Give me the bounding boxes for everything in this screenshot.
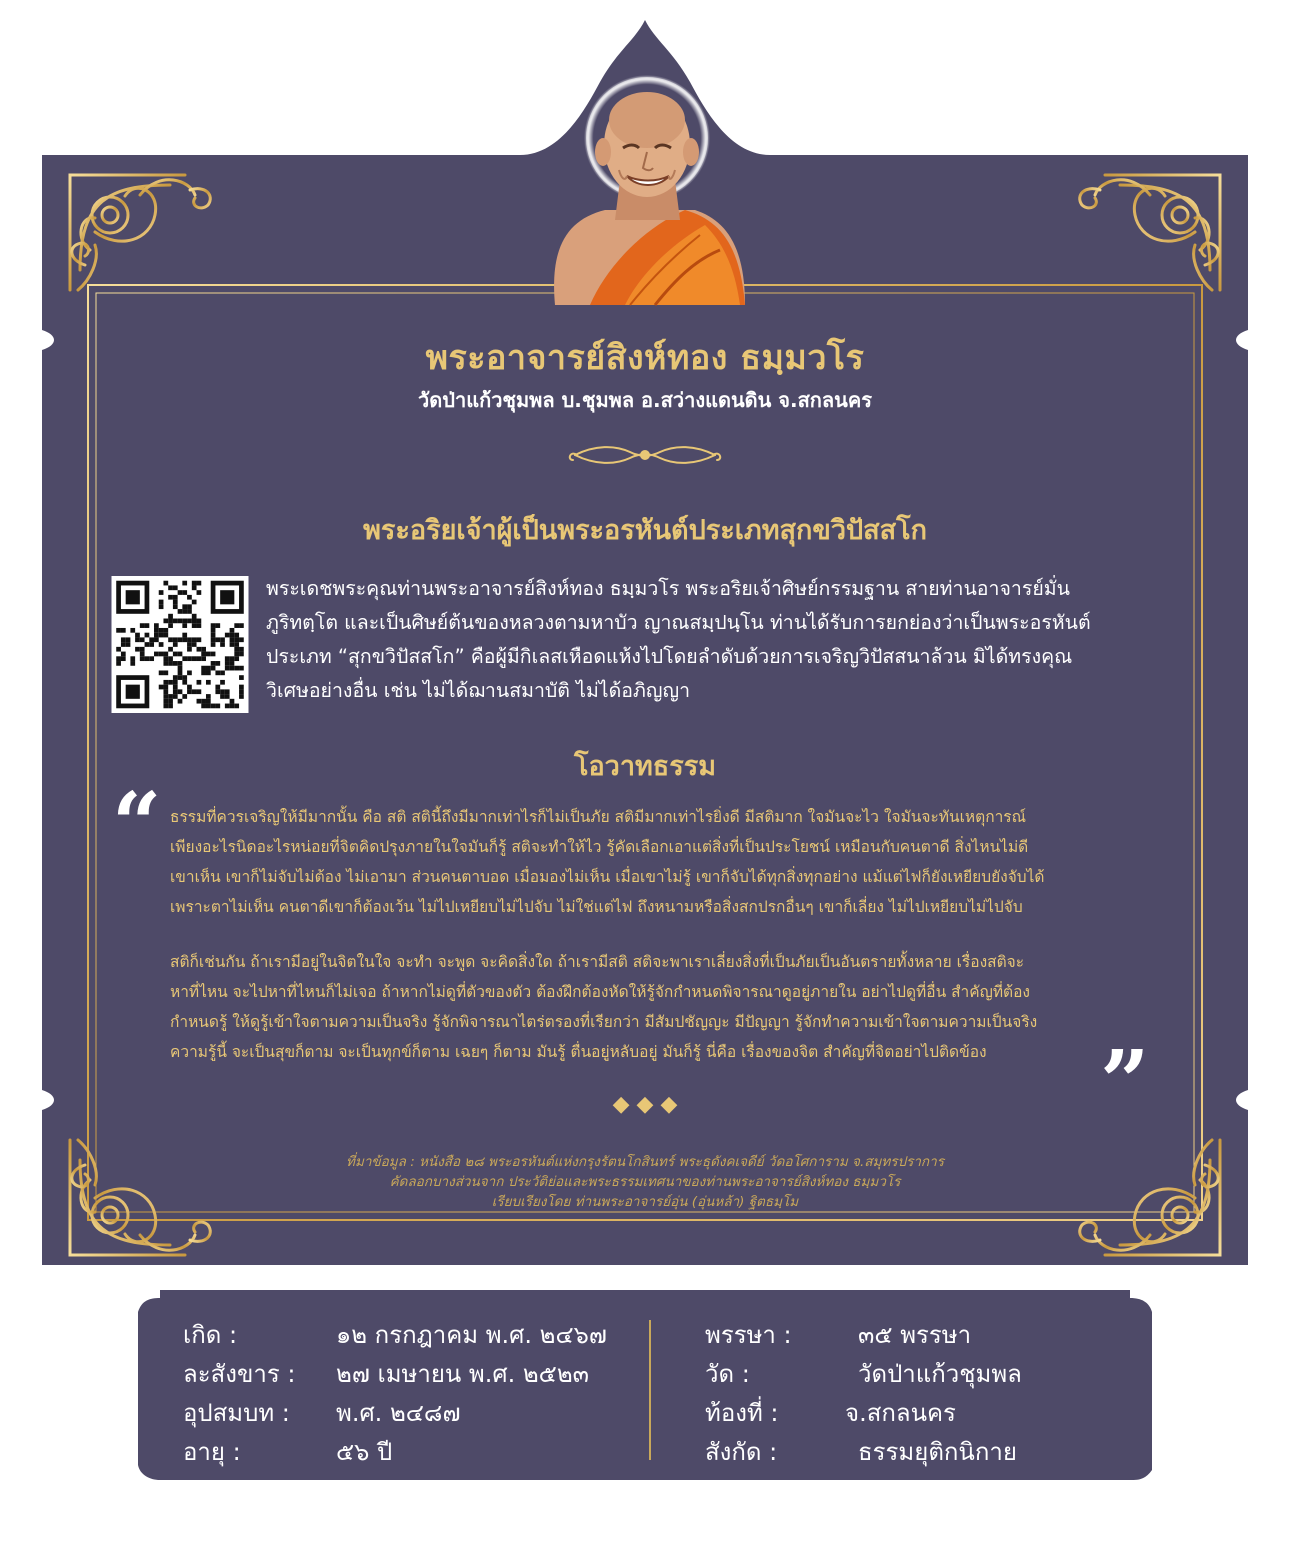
section-title-teaching: โอวาทธรรม xyxy=(573,751,717,782)
open-quote-mark-icon: “ xyxy=(112,774,162,875)
info-value: พ.ศ. ๒๔๘๗ xyxy=(336,1399,461,1427)
info-row-ordination xyxy=(183,1394,623,1433)
teaching-line: หาที่ไหน จะไปหาที่ไหนก็ไม่เจอ ถ้าหากไม่ดูที่ตัวของตัว ต้องฝึกต้องหัดให้รู้จักกำหนดพิจารณาดูอยู่ภายใน อย่าไปดูที่อื่น สำคัญที่ต้อง xyxy=(170,983,1030,1001)
teaching-line: ธรรมที่ควรเจริญให้มีมากนั้น คือ สติ สตินี้ถึงมีมากเท่าไรก็ไม่เป็นภัย สติมีมากเท่าไรยิ่งดี มีสติมาก ใจมันจะไว ใจมันจะทันเหตุการณ์ xyxy=(170,808,1026,826)
temple-location: วัดป่าแก้วชุมพล บ.ชุมพล อ.สว่างแดนดิน จ.สกลนคร xyxy=(418,388,872,412)
section-title-arahant: พระอริยเจ้าผู้เป็นพระอรหันต์ประเภทสุกขวิปัสสโก xyxy=(363,515,927,546)
info-label: พรรษา : xyxy=(705,1321,792,1349)
close-quote-mark-icon: ” xyxy=(1100,1032,1150,1133)
info-value: จ.สกลนคร xyxy=(845,1399,956,1427)
bio-line: ประเภท “สุกขวิปัสสโก” คือผู้มีกิเลสเหือดแห้งไปโดยลำดับด้วยการเจริญวิปัสสนาล้วน มิได้ทรงคุณ xyxy=(266,645,1073,668)
info-value: วัดป่าแก้วชุมพล xyxy=(858,1360,1022,1388)
info-row-sect xyxy=(705,1433,1125,1472)
bio-line: พระเดชพระคุณท่านพระอาจารย์สิงห์ทอง ธมฺมวโร พระอริยเจ้าศิษย์กรรมฐาน สายท่านอาจารย์มั่น xyxy=(266,577,1070,600)
info-right-column xyxy=(705,1316,1125,1472)
teaching-paragraph-2 xyxy=(170,947,1140,1067)
info-row-death xyxy=(183,1355,623,1394)
qr-code-icon[interactable] xyxy=(110,576,250,713)
info-row-vassa xyxy=(705,1316,1125,1355)
biography-text xyxy=(266,572,1196,708)
info-label: ท้องที่ : xyxy=(705,1399,779,1427)
bio-line: วิเศษอย่างอื่น เช่น ไม่ได้ฌานสมาบัติ ไม่ได้อภิญญา xyxy=(266,679,691,702)
scroll-ornament-icon xyxy=(565,440,725,470)
diamond-divider-icon: ◆ ◆ ◆ xyxy=(612,1092,678,1117)
source-credit xyxy=(0,1152,1290,1212)
info-value: ธรรมยุติกนิกาย xyxy=(858,1438,1017,1466)
bio-line: ภูริทตฺโต และเป็นศิษย์ต้นของหลวงตามหาบัว ญาณสมฺปนฺโน ท่านได้รับการยกย่องว่าเป็นพระอรหันต์ xyxy=(266,611,1091,634)
info-label: สังกัด : xyxy=(705,1438,778,1466)
info-value: ๓๕ พรรษา xyxy=(858,1321,972,1349)
info-label: อายุ : xyxy=(183,1438,241,1466)
info-value: ๕๖ ปี xyxy=(336,1438,393,1466)
info-row-birth xyxy=(183,1316,623,1355)
teaching-line: สติก็เช่นกัน ถ้าเรามีอยู่ในจิตในใจ จะทำ จะพูด จะคิดสิ่งใด ถ้าเรามีสติ สติจะพาเราเลี่ยงสิ่งที่เป็นภัยเป็นอันตรายทั้งหลาย เรื่องสติจะ xyxy=(170,953,1025,971)
info-row-age xyxy=(183,1433,623,1472)
source-line: เรียบเรียงโดย ท่านพระอาจารย์อุ่น (อุ่นหล้า) ฐิตธมฺโม xyxy=(491,1194,799,1210)
teaching-paragraph-1 xyxy=(170,802,1140,922)
teaching-line: ความรู้นี้ จะเป็นสุขก็ตาม จะเป็นทุกข์ก็ตาม เฉยๆ ก็ตาม มันรู้ ตื่นอยู่หลับอยู่ มันก็รู้ นี่คือ เรื่องของจิต สำคัญที่จิตอย่าไปติดข้อง xyxy=(170,1043,987,1061)
source-line: ที่มาข้อมูล : หนังสือ ๒๘ พระอรหันต์แห่งกรุงรัตนโกสินทร์ พระธุดังคเจดีย์ วัดอโศการาม จ.สมุทรปราการ xyxy=(346,1154,944,1170)
info-label: อุปสมบท : xyxy=(183,1399,290,1427)
teaching-line: เพราะตาไม่เห็น คนตาดีเขาก็ต้องเว้น ไม่ไปเหยียบไม่ไปจับ ไม่ใช่แต่ไฟ ถึงหนามหรือสิ่งสกปรกอื่นๆ เขาก็เลี่ยง ไม่ไปเหยียบไม่ไปจับ xyxy=(170,898,1023,916)
info-label: ละสังขาร : xyxy=(183,1360,296,1388)
info-row-province xyxy=(705,1394,1125,1433)
info-value: ๒๗ เมษายน พ.ศ. ๒๕๒๓ xyxy=(336,1360,590,1388)
monk-portrait xyxy=(535,70,765,310)
corner-ornament-icon xyxy=(70,175,210,290)
info-label: เกิด : xyxy=(183,1321,238,1349)
source-line: คัดลอกบางส่วนจาก ประวัติย่อและพระธรรมเทศนาของท่านพระอาจารย์สิงห์ทอง ธมฺมวโร xyxy=(389,1174,901,1190)
teaching-line: กำหนดรู้ ให้ดูรู้เข้าใจตามความเป็นจริง รู้จักพิจารณาไตร่ตรองที่เรียกว่า มีสัมปชัญญะ มีปัญญา รู้จักทำความเข้าใจตามความเป็นจริง xyxy=(170,1013,1038,1031)
teaching-line: เพียงอะไรนิดอะไรหน่อยที่จิตคิดปรุงภายในใจมันก็รู้ สติจะทำให้ไว รู้คัดเลือกเอาแต่สิ่งที่เป็นประโยชน์ เหมือนกับคนตาดี สิ่งไหนไม่ดี xyxy=(170,838,1029,856)
teaching-line: เขาเห็น เขาก็ไม่จับไม่ต้อง ไม่เอามา ส่วนคนตาบอด เมื่อมองไม่เห็น เมื่อเขาไม่รู้ เขาก็จับได้ทุกสิ่งทุกอย่าง แม้แต่ไฟก็ยังเหยียบยังจับได้ xyxy=(170,868,1045,886)
info-row-temple xyxy=(705,1355,1125,1394)
page-title: พระอาจารย์สิงห์ทอง ธมฺมวโร xyxy=(425,338,865,378)
info-value: ๑๒ กรกฎาคม พ.ศ. ๒๔๖๗ xyxy=(336,1321,607,1349)
info-label: วัด : xyxy=(705,1360,750,1388)
info-left-column xyxy=(183,1316,623,1472)
